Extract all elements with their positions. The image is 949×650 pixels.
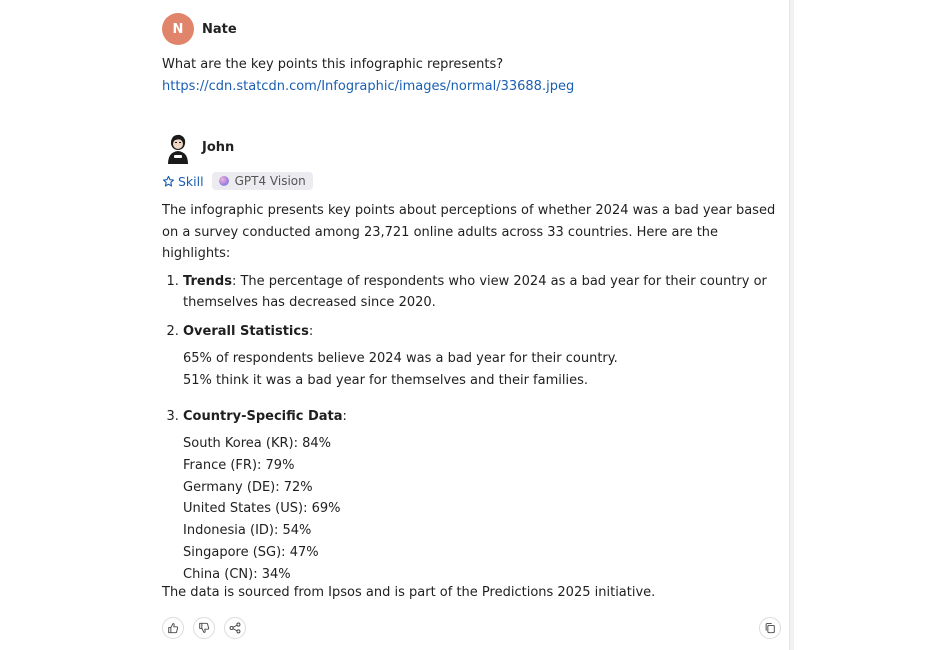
dislike-button[interactable] [193, 617, 215, 639]
answer-source: The data is sourced from Ipsos and is part of the Predictions 2025 initiative. [162, 585, 656, 600]
point-title: Trends [183, 273, 232, 289]
list-item: South Korea (KR): 84% [183, 436, 332, 452]
skill-button[interactable] [162, 174, 204, 189]
list-item: France (FR): 79% [183, 457, 295, 473]
thumbs-down-icon [198, 622, 210, 634]
right-panel-divider [789, 0, 794, 650]
skill-label: Skill [178, 173, 204, 189]
point-text: : [342, 408, 347, 424]
user-header [162, 13, 237, 45]
list-item [183, 406, 782, 586]
point-title: Overall Statistics [183, 323, 309, 339]
user-avatar-initial: N [172, 21, 184, 37]
bot-avatar [162, 130, 194, 164]
copy-icon [764, 622, 776, 634]
list-item [183, 271, 782, 314]
user-name: Nate [202, 21, 237, 37]
message-actions [162, 617, 255, 639]
point-title: Country-Specific Data [183, 408, 343, 424]
list-item: 51% think it was a bad year for themselves and their families. [183, 372, 588, 388]
thumbs-up-icon [167, 622, 179, 634]
copy-button[interactable] [759, 617, 781, 639]
answer-intro: The infographic presents key points about perceptions of whether 2024 was a bad year based on a survey conducted among 23,721 online adults across 33 countries. Here are the highlights: [162, 203, 776, 261]
bot-header [162, 130, 234, 164]
share-button[interactable] [224, 617, 246, 639]
country-data-list [183, 433, 782, 586]
model-chip-label: GPT4 Vision [234, 174, 306, 188]
overall-stats-list [183, 348, 782, 392]
list-item: United States (US): 69% [183, 501, 341, 517]
point-text: : [308, 323, 314, 339]
like-button[interactable] [162, 617, 184, 639]
user-question: What are the key points this infographic represents? [162, 57, 504, 72]
infographic-link[interactable]: https://cdn.statcdn.com/Infographic/images/normal/33688.jpeg [162, 79, 575, 94]
list-item [183, 321, 782, 392]
gpt4-vision-icon [219, 176, 229, 186]
list-item: 65% of respondents believe 2024 was a bad year for their country. [183, 351, 618, 366]
bot-answer [162, 200, 782, 593]
bot-tags [162, 172, 313, 190]
user-message [162, 54, 574, 98]
point-text: : The percentage of respondents who view 2024 as a bad year for their country or themselves has decreased since 2020. [183, 273, 767, 310]
list-item: China (CN): 34% [183, 566, 291, 582]
list-item: Indonesia (ID): 54% [183, 523, 312, 539]
skill-icon [162, 175, 175, 188]
highlights-list [162, 271, 782, 586]
list-item: Germany (DE): 72% [183, 479, 313, 495]
model-chip [212, 172, 313, 190]
user-avatar [162, 13, 194, 45]
share-icon [229, 622, 241, 634]
bot-name: John [202, 139, 235, 155]
list-item: Singapore (SG): 47% [183, 545, 319, 561]
